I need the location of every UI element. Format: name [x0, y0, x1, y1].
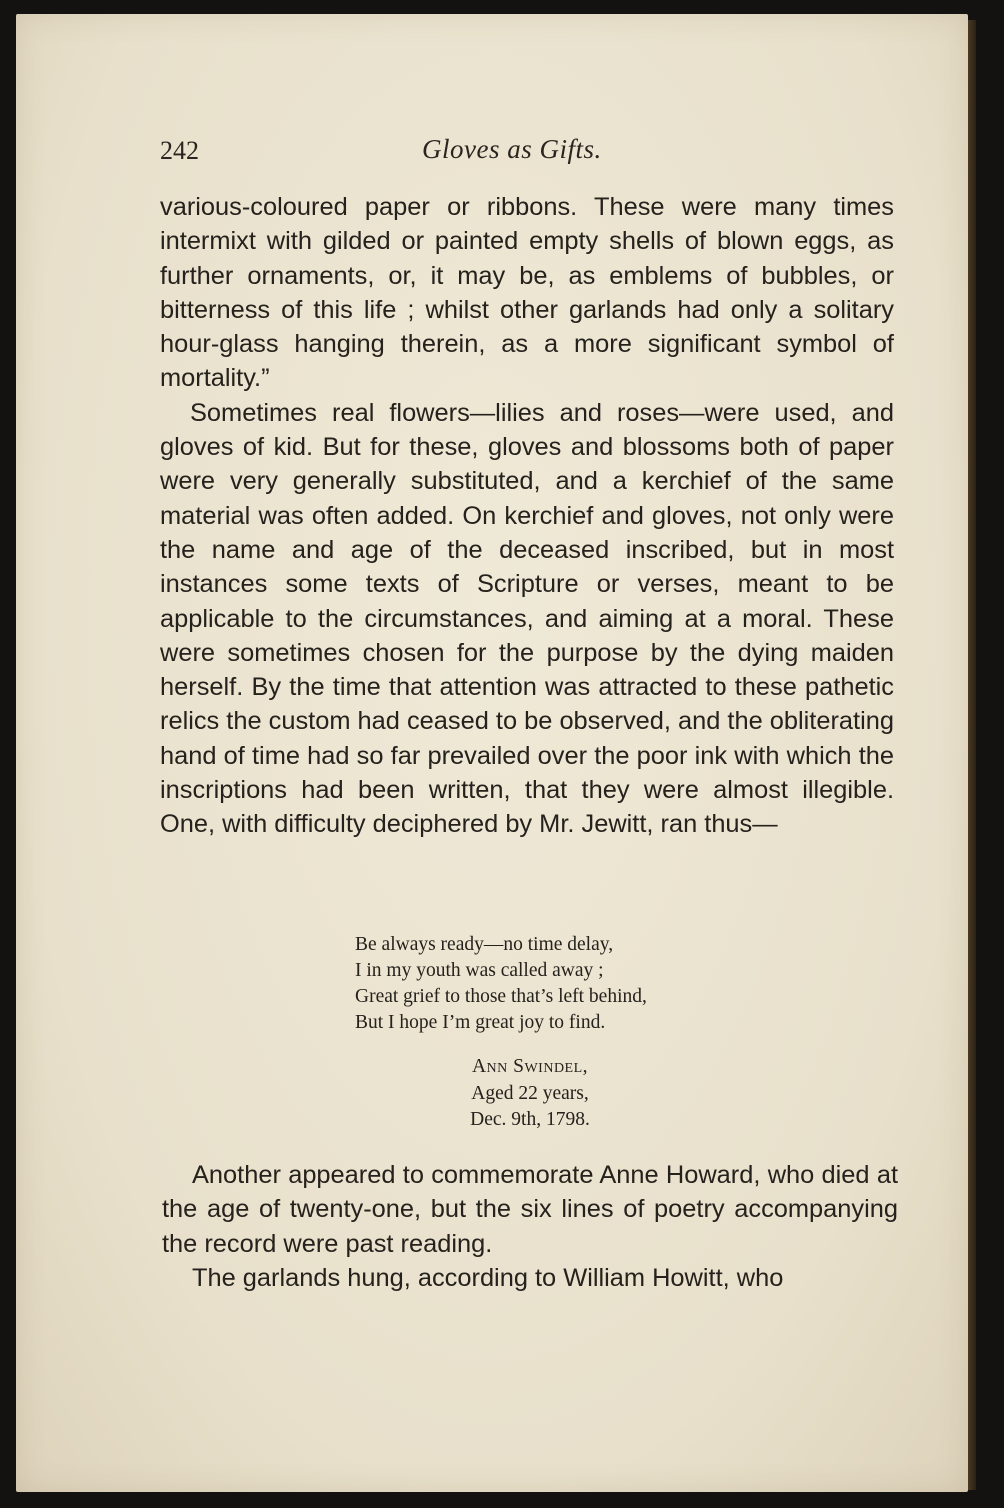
verse-line: Great grief to those that’s left behind, — [355, 986, 647, 1007]
attribution-name: Ann Swindel, — [471, 1056, 589, 1077]
body-text-lower — [162, 1158, 898, 1295]
body-text-upper — [160, 190, 894, 842]
epitaph-verse — [355, 932, 647, 1036]
attribution-date: Dec. 9th, 1798. — [470, 1109, 590, 1130]
paragraph-anne-howard: Another appeared to commemorate Anne Howard, who died at the age of twenty-one, but the six lines of poetry accompanying the record were past reading. — [162, 1161, 898, 1258]
page-number: 242 — [160, 136, 199, 165]
page-header — [160, 132, 900, 172]
verse-line: But I hope I’m great joy to find. — [355, 1012, 606, 1033]
paragraph-garlands: The garlands hung, according to William Howitt, who — [192, 1263, 784, 1292]
epitaph-attribution — [400, 1054, 660, 1134]
attribution-age: Aged 22 years, — [471, 1082, 589, 1104]
verse-line: I in my youth was called away ; — [355, 960, 604, 981]
verse-line: Be always ready—no time delay, — [355, 934, 614, 955]
paragraph-flowers: Sometimes real flowers—lilies and roses—were used, and gloves of kid. But for these, gloves and blossoms both of paper were very generally substituted, and a kerchief of the same material was often added. On kerchief and gloves, not only were the name and age of the deceased inscribed, but in most instances some texts of Scripture or verses, meant to be applicable to the circumstances, and aiming at a moral. These were sometimes chosen for the purpose by the dying maiden herself. By the time that attention was attracted to these pathetic relics the custom had ceased to be observed, and the obliterating hand of time had so far prevailed over the poor ink with which the inscriptions had been written, that they were almost illegible. One, with difficulty deciphered by Mr. Jewitt, ran thus— — [160, 398, 894, 839]
paragraph-continued: various-coloured paper or ribbons. These were many times intermixt with gilded or painted empty shells of blown eggs, as further ornaments, or, it may be, as emblems of bubbles, or bitterness of this life ; whilst other garlands had only a solitary hour-glass hanging therein, as a more significant symbol of mortality.” — [160, 193, 894, 393]
page-edge-shadow — [968, 20, 976, 1490]
running-title: Gloves as Gifts. — [422, 134, 602, 164]
